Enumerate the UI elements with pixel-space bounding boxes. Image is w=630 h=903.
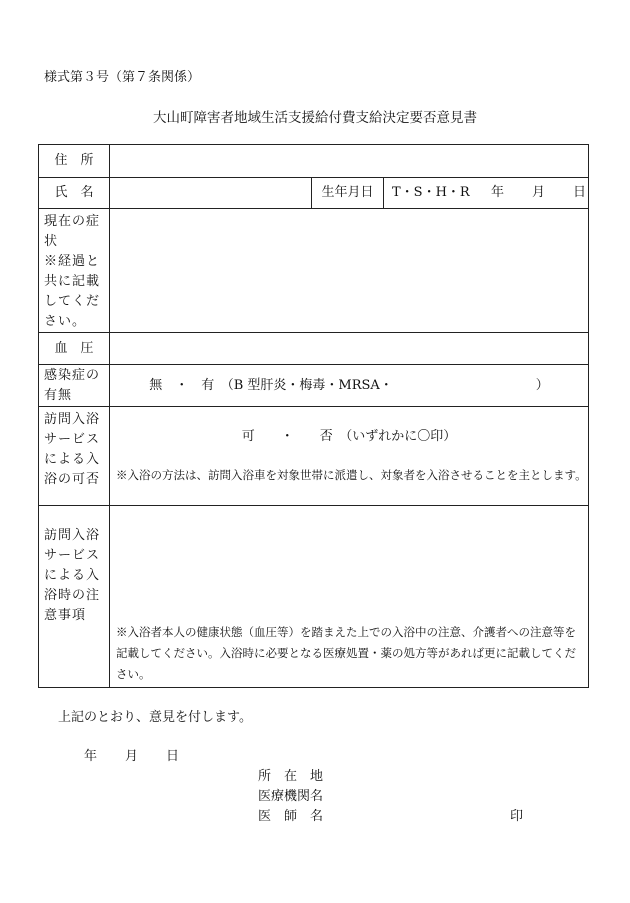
- bathing-options: 可 ・ 否 （いずれかに〇印）: [241, 429, 457, 444]
- blood-pressure-row: [39, 333, 589, 365]
- date-year-label: 年: [84, 749, 98, 764]
- symptoms-field[interactable]: [110, 209, 589, 333]
- date-line[interactable]: [84, 745, 179, 764]
- birth-day-label: 日: [573, 185, 587, 200]
- bathing-field[interactable]: [110, 407, 589, 506]
- bathing-note: ※入浴の方法は、訪問入浴車を対象世帯に派遣し、対象者を入浴させることを主とします。: [116, 468, 587, 482]
- name-field[interactable]: [110, 178, 312, 209]
- date-month-label: 月: [125, 749, 139, 764]
- symptoms-label: 現在の症 状 ※経過と 共に記載 してくだ さい。: [39, 209, 110, 333]
- address-row: [39, 145, 589, 178]
- birth-era-options: T・S・H・R: [392, 185, 470, 200]
- name-label: 氏 名: [39, 178, 110, 209]
- caution-row: [39, 506, 589, 688]
- symptoms-row: [39, 209, 589, 333]
- infection-label: 感染症の 有無: [39, 365, 110, 407]
- caution-label: 訪問入浴 サービス による入 浴時の注 意事項: [39, 506, 110, 688]
- caution-field[interactable]: [110, 506, 589, 688]
- bathing-label: 訪問入浴 サービス による入 浴の可否: [39, 407, 110, 506]
- opinion-form-table: [38, 144, 589, 688]
- birth-year-label: 年: [491, 185, 505, 200]
- form-number: 様式第３号（第７条関係）: [44, 70, 201, 85]
- blood-pressure-label: 血 圧: [39, 333, 110, 365]
- signature-address-label: 所 在 地: [258, 769, 324, 784]
- signature-doctor-label: 医 師 名: [258, 809, 324, 824]
- birth-date-field[interactable]: [384, 178, 589, 209]
- caution-note: ※入浴者本人の健康状態（血圧等）を踏まえた上での入浴中の注意、介護者への注意等を 記載してください。入浴時に必要となる医療処置・薬の処方等があれば更に記載してくだ さい。: [116, 625, 576, 681]
- address-field[interactable]: [110, 145, 589, 178]
- closing-statement: 上記のとおり、意見を付します。: [58, 710, 252, 725]
- document-title: 大山町障害者地域生活支援給付費支給決定要否意見書: [153, 110, 477, 126]
- name-row: [39, 178, 589, 209]
- bathing-row: [39, 407, 589, 506]
- address-label: 住 所: [39, 145, 110, 178]
- infection-row: [39, 365, 589, 407]
- blood-pressure-field[interactable]: [110, 333, 589, 365]
- date-day-label: 日: [166, 749, 180, 764]
- birth-month-label: 月: [532, 185, 546, 200]
- signature-institution-label: 医療機関名: [258, 789, 324, 804]
- infection-options[interactable]: 無 ・ 有 （B 型肝炎・梅毒・MRSA・ ）: [110, 365, 589, 407]
- birth-date-label: 生年月日: [312, 178, 384, 209]
- seal-mark: 印: [510, 809, 524, 824]
